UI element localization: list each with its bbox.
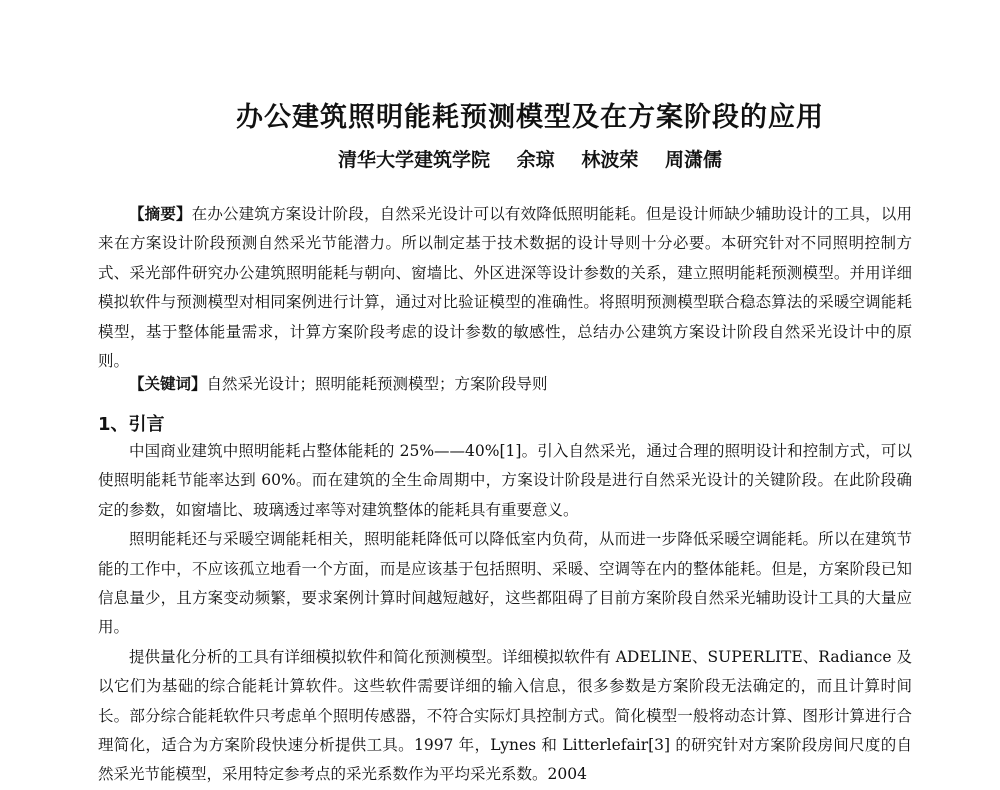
keywords-label: 【关键词】 (129, 375, 207, 393)
keywords (98, 370, 912, 399)
abstract-label: 【摘要】 (129, 205, 192, 223)
affiliation: 清华大学建筑学院 (338, 149, 491, 171)
paper-title: 办公建筑照明能耗预测模型及在方案阶段的应用 (236, 102, 824, 133)
abstract-text: 在办公建筑方案设计阶段，自然采光设计可以有效降低照明能耗。但是设计师缺少辅助设计的工具，以用来在方案设计阶段预测自然采光节能潜力。所以制定基于技术数据的设计导则十分必要。本研究针对不同照明控制方式、采光部件研究办公建筑照明能耗与朝向、窗墙比、外区进深等设计参数的关系，建立照明能耗预测模型。并用详细模拟软件与预测模型对相同案例进行计算，通过对比验证模型的准确性。将照明预测模型联合稳态算法的采暖空调能耗模型，基于整体能量需求，计算方案阶段考虑的设计参数的敏感性，总结办公建筑方案设计阶段自然采光设计中的原则。 (98, 205, 912, 371)
keywords-text: 自然采光设计；照明能耗预测模型；方案阶段导则 (206, 375, 548, 393)
section-heading: 1、引言 (98, 414, 165, 435)
section-body (98, 437, 912, 790)
abstract (98, 200, 912, 376)
author-name: 余琼 (516, 149, 555, 171)
author-line (0, 146, 1000, 174)
body-paragraph: 提供量化分析的工具有详细模拟软件和简化预测模型。详细模拟软件有 ADELINE、SUPERLITE、Radiance 及以它们为基础的综合能耗计算软件。这些软件需要详细的输入信息，很多参数是方案阶段无法确定的，而且计算时间长。部分综合能耗软件只考虑单个照明传感器，不符合实际灯具控制方式。简化模型一般将动态计算、图形计算进行合理简化，适合为方案阶段快速分析提供工具。1997 年，Lynes 和 Litterlefair[3] 的研究针对方案阶段房间尺度的自然采光节能模型，采用特定参考点的采光系数作为平均采光系数。2004 (98, 647, 912, 784)
author-name: 林波荣 (581, 149, 639, 171)
author-name: 周潇儒 (664, 149, 722, 171)
body-paragraph: 照明能耗还与采暖空调能耗相关，照明能耗降低可以降低室内负荷，从而进一步降低采暖空调能耗。所以在建筑节能的工作中，不应该孤立地看一个方面，而是应该基于包括照明、采暖、空调等在内的整体能耗。但是，方案阶段已知信息量少，且方案变动频繁，要求案例计算时间越短越好，这些都阻碍了目前方案阶段自然采光辅助设计工具的大量应用。 (98, 530, 912, 637)
body-paragraph: 中国商业建筑中照明能耗占整体能耗的 25%——40%[1]。引入自然采光，通过合理的照明设计和控制方式，可以使照明能耗节能率达到 60%。而在建筑的全生命周期中，方案设计阶段是进行自然采光设计的关键阶段。在此阶段确定的参数，如窗墙比、玻璃透过率等对建筑整体的能耗具有重要意义。 (98, 442, 912, 519)
